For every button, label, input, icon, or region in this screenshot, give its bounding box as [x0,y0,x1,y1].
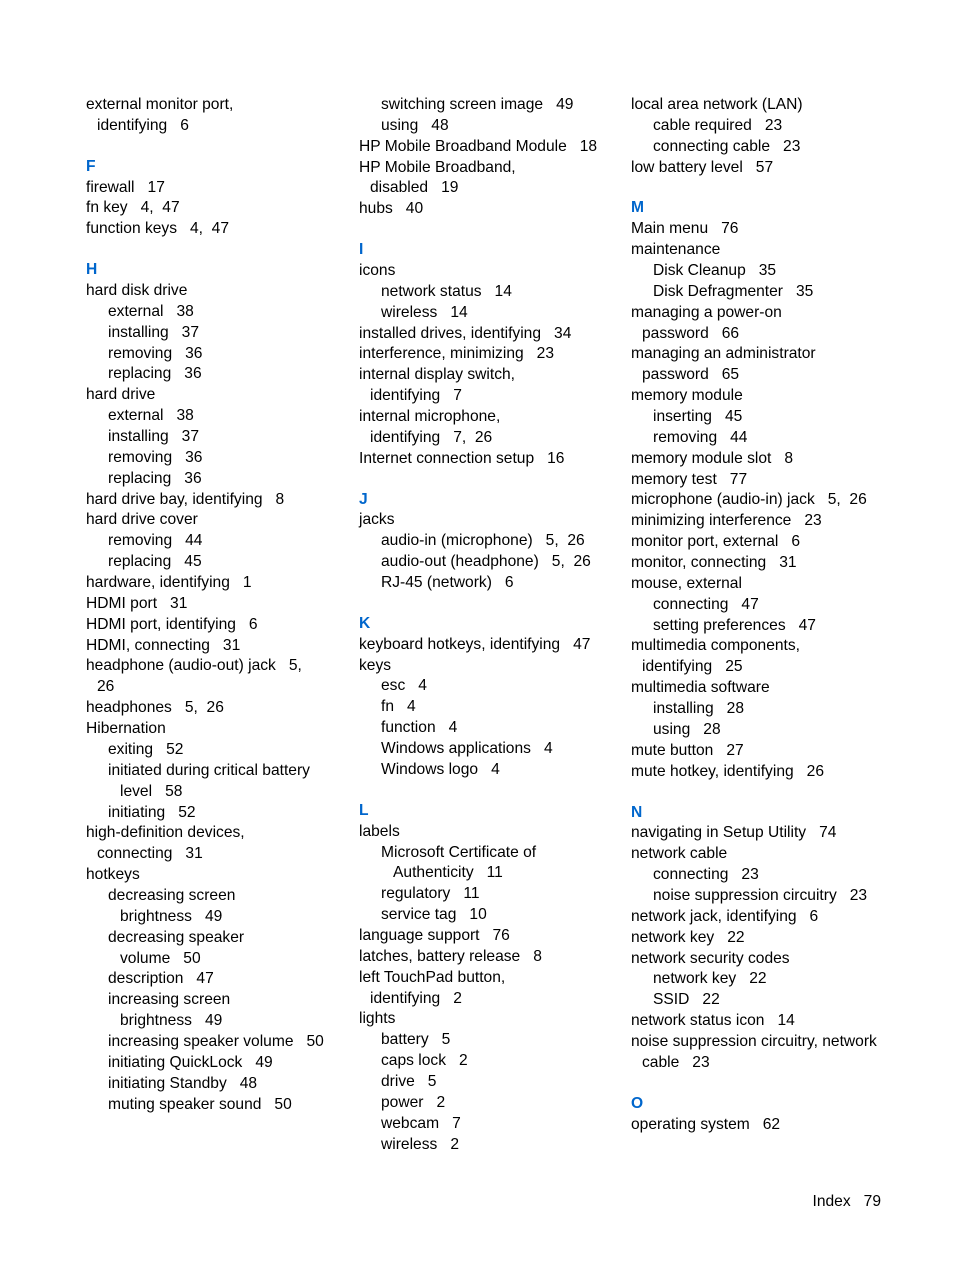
index-entry-continuation: disabled 19 [370,179,459,197]
index-subentry: initiating Standby 48 [108,1074,258,1092]
index-subentry: increasing screen [108,991,231,1009]
index-entry: language support 76 [359,926,510,944]
index-entry: HDMI, connecting 31 [86,636,241,654]
index-entry-continuation: identifying 25 [642,658,743,676]
index-subentry: function 4 [381,719,458,737]
index-subentry: Windows logo 4 [381,760,500,778]
index-entry: interference, minimizing 23 [359,345,555,363]
index-entry: HP Mobile Broadband, [359,158,516,176]
index-subentry: drive 5 [381,1072,437,1090]
index-subentry: SSID 22 [653,991,720,1009]
index-subentry: initiated during critical battery [108,761,310,779]
index-entry: firewall 17 [86,178,165,196]
index-subentry: noise suppression circuitry 23 [653,886,868,904]
index-subentry: connecting 47 [653,595,759,613]
index-entry: hubs 40 [359,200,424,218]
index-subentry: installing 37 [108,428,200,446]
index-subentry: battery 5 [381,1031,451,1049]
index-entry-continuation: identifying 7, 26 [370,428,493,446]
index-entry: hard drive [86,386,156,404]
index-entry: keys [359,656,392,674]
index-subentry: RJ-45 (network) 6 [381,574,514,592]
index-entry: headphones 5, 26 [86,699,224,717]
index-entry: hard drive cover [86,511,198,529]
index-entry: monitor port, external 6 [631,533,801,551]
index-entry: network security codes [631,949,790,967]
index-entry: Internet connection setup 16 [359,449,565,467]
index-subentry: removing 36 [108,448,203,466]
index-subentry: regulatory 11 [381,885,480,903]
index-subentry: webcam 7 [381,1114,461,1132]
index-subentry: wireless 14 [381,303,468,321]
index-subentry: Microsoft Certificate of [381,843,537,861]
index-column-3 [631,95,893,1135]
index-entry: managing an administrator [631,345,816,363]
index-entry: local area network (LAN) [631,96,803,113]
index-subentry: decreasing speaker [108,928,245,946]
index-subentry: switching screen image 49 [381,96,574,113]
index-subentry: removing 36 [108,344,203,362]
index-entry: fn key 4, 47 [86,199,180,217]
index-entry: mute hotkey, identifying 26 [631,762,825,780]
index-subentry: volume 50 [120,949,201,967]
section-letter-heading: J [359,490,368,508]
index-entry: left TouchPad button, [359,968,506,986]
index-subentry: increasing speaker volume 50 [108,1032,324,1050]
page-footer [812,1192,881,1212]
index-subentry: removing 44 [653,428,748,446]
index-subentry: using 28 [653,720,721,738]
index-subentry: description 47 [108,970,214,988]
index-entry: keyboard hotkeys, identifying 47 [359,635,591,653]
index-entry: lights [359,1010,396,1028]
index-subentry: esc 4 [381,677,427,695]
index-subentry: caps lock 2 [381,1052,468,1070]
index-entry: managing a power-on [631,303,782,321]
index-subentry: installing 28 [653,700,745,718]
index-entry: function keys 4, 47 [86,220,230,238]
index-entry: hardware, identifying 1 [86,574,252,592]
index-subentry: brightness 49 [120,907,223,925]
index-entry: memory test 77 [631,470,748,488]
index-subentry: Windows applications 4 [381,740,553,758]
index-entry: Hibernation [86,720,166,738]
index-entry: noise suppression circuitry, network [631,1032,877,1050]
index-entry: icons [359,262,396,280]
index-entry: HP Mobile Broadband Module 18 [359,137,598,155]
index-entry-continuation: password 66 [642,324,740,342]
index-subentry: audio-in (microphone) 5, 26 [381,532,585,550]
index-entry: network cable [631,845,728,863]
index-entry: low battery level 57 [631,158,774,176]
index-entry: minimizing interference 23 [631,512,822,530]
index-entry: high-definition devices, [86,824,245,842]
index-entry: external monitor port, [86,96,234,113]
index-entry: labels [359,822,400,840]
index-subentry: cable required 23 [653,116,783,134]
index-entry-continuation: password 65 [642,366,740,384]
index-subentry: Disk Defragmenter 35 [653,282,814,300]
index-subentry: replacing 36 [108,469,202,487]
index-subentry: removing 44 [108,532,203,550]
index-entry: maintenance [631,241,721,259]
index-subentry: service tag 10 [381,906,487,924]
index-entry: navigating in Setup Utility 74 [631,824,837,842]
index-entry: HDMI port 31 [86,594,188,612]
section-letter-heading: H [86,261,98,279]
index-subentry: inserting 45 [653,408,743,426]
index-subentry: using 48 [381,116,449,134]
index-column-1 [86,95,348,1115]
index-column-2 [359,95,621,1155]
index-entry: memory module [631,387,743,405]
index-subentry: Authenticity 11 [393,864,503,882]
index-entry: monitor, connecting 31 [631,554,797,572]
section-letter-heading: L [359,801,369,819]
index-entry: internal microphone, [359,408,501,426]
index-entry: hard disk drive [86,282,188,300]
index-entry-continuation: cable 23 [642,1053,710,1071]
index-entry: HDMI port, identifying 6 [86,615,258,633]
index-subentry: initiating QuickLock 49 [108,1053,273,1071]
index-subentry: decreasing screen [108,886,236,904]
index-subentry: connecting 23 [653,866,759,884]
section-letter-heading: F [86,157,96,175]
index-entry: memory module slot 8 [631,449,794,467]
index-subentry: connecting cable 23 [653,137,801,155]
index-entry: installed drives, identifying 34 [359,324,572,342]
index-entry: hard drive bay, identifying 8 [86,490,285,508]
index-subentry: installing 37 [108,323,200,341]
index-entry: Main menu 76 [631,220,739,238]
index-subentry: level 58 [120,782,183,800]
index-entry: headphone (audio-out) jack 5, [86,657,302,675]
index-entry: network jack, identifying 6 [631,907,819,925]
index-subentry: network key 22 [653,970,767,988]
index-subentry: muting speaker sound 50 [108,1095,292,1113]
section-letter-heading: M [631,199,644,217]
page-number: 79 [863,1193,881,1210]
index-entry-continuation: connecting 31 [97,845,203,863]
index-subentry: power 2 [381,1093,446,1111]
index-subentry: external 38 [108,302,194,320]
index-entry: network key 22 [631,928,745,946]
index-subentry: wireless 2 [381,1135,459,1153]
index-entry-continuation: identifying 2 [370,989,462,1007]
index-entry: network status icon 14 [631,1012,795,1030]
section-letter-heading: O [631,1094,644,1112]
index-entry: mouse, external [631,574,742,592]
index-subentry: brightness 49 [120,1012,223,1030]
index-entry: multimedia components, [631,637,801,655]
index-subentry: exiting 52 [108,740,184,758]
index-subentry: Disk Cleanup 35 [653,262,777,280]
index-subentry: replacing 45 [108,553,202,571]
index-entry-continuation: identifying 7 [370,387,462,405]
index-entry: operating system 62 [631,1115,781,1133]
index-entry: microphone (audio-in) jack 5, 26 [631,491,867,509]
index-subentry: external 38 [108,407,194,425]
index-subentry: setting preferences 47 [653,616,816,634]
index-entry: latches, battery release 8 [359,947,542,965]
index-subentry: replacing 36 [108,365,202,383]
index-subentry: network status 14 [381,282,512,300]
index-entry: multimedia software [631,679,770,697]
index-entry: jacks [359,511,395,529]
index-subentry: initiating 52 [108,803,196,821]
section-letter-heading: K [359,614,371,632]
index-entry: mute button 27 [631,741,744,759]
index-entry: hotkeys [86,866,140,884]
index-entry-continuation: identifying 6 [97,116,189,134]
index-subentry: fn 4 [381,698,416,716]
section-letter-heading: N [631,803,643,821]
footer-label: Index [812,1193,851,1210]
index-subentry: audio-out (headphone) 5, 26 [381,553,591,571]
section-letter-heading: I [359,241,364,259]
index-entry-continuation: 26 [97,678,115,696]
index-entry: internal display switch, [359,366,516,384]
